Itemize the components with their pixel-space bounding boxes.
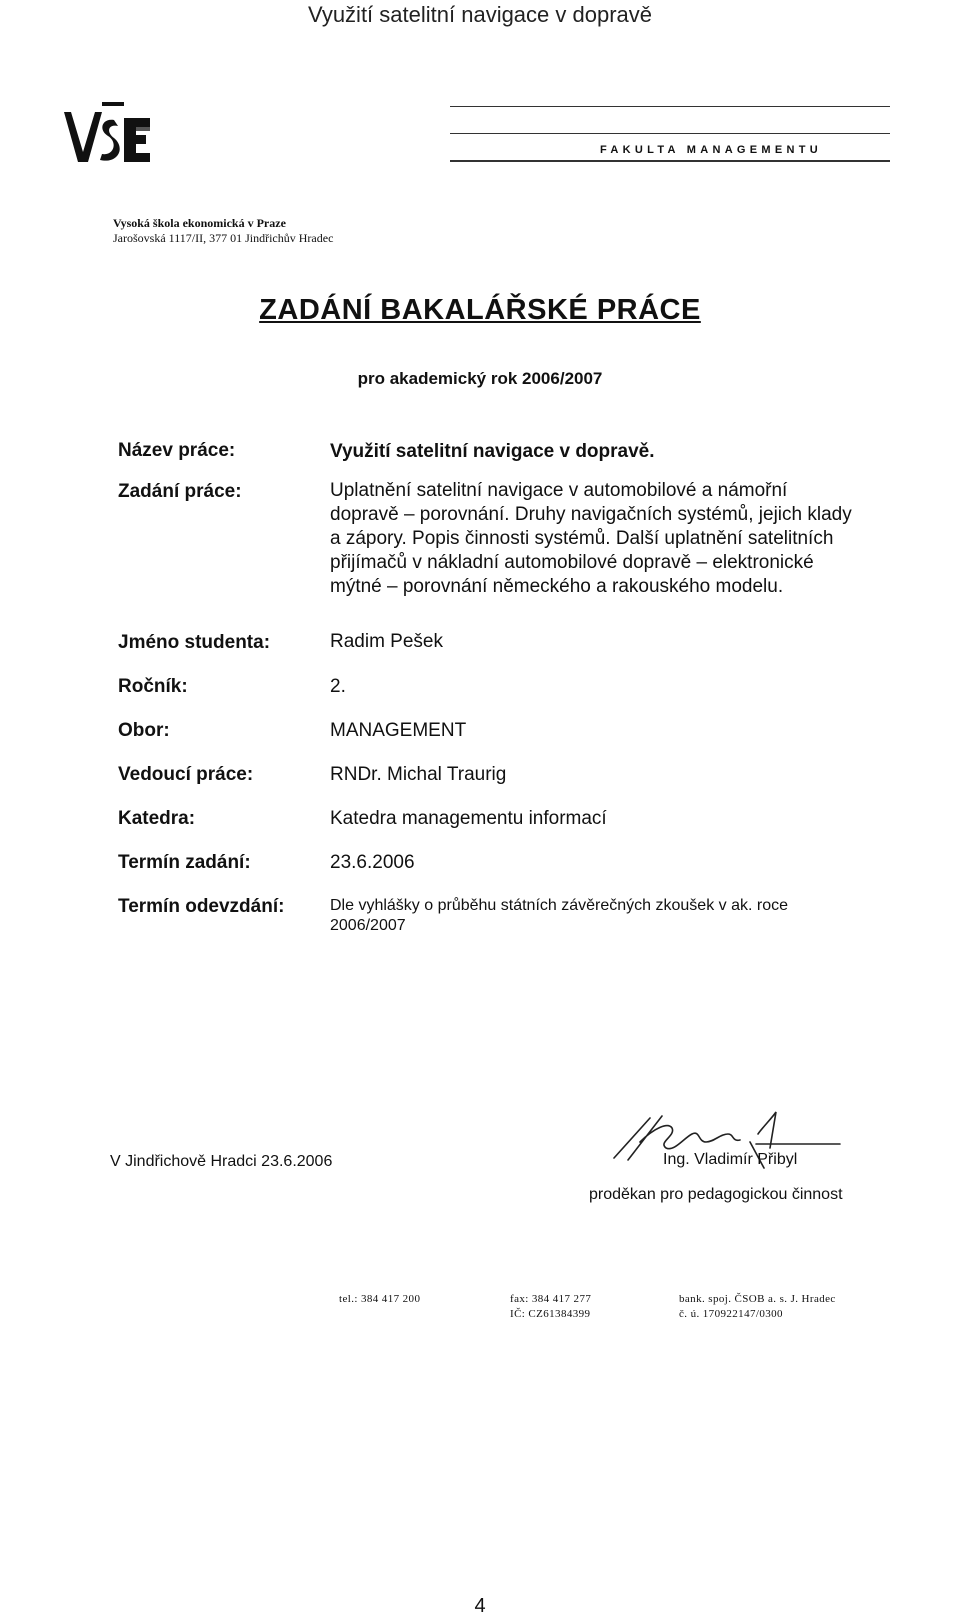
zadani-line: a zápory. Popis činnosti systémů. Další uplatnění satelitních [330,528,834,549]
footer-ic: IČ: CZ61384399 [510,1308,591,1320]
school-name: Vysoká škola ekonomická v Praze [113,216,286,230]
school-address: Jarošovská 1117/II, 377 01 Jindřichův Hradec [113,231,334,245]
zadani-line: dopravě – porovnání. Druhy navigačních systémů, jejich klady [330,504,852,525]
termin-odevzdani-label: Termín odevzdání: [118,896,285,917]
footer-bank-block [679,1292,836,1322]
document-title: ZADÁNÍ BAKALÁŘSKÉ PRÁCE [259,294,701,326]
zadani-value [330,479,852,599]
signatory-name: Ing. Vladimír Přibyl [663,1151,798,1168]
academic-year: pro akademický rok 2006/2007 [357,369,603,388]
footer-account: č. ú. 170922147/0300 [679,1308,783,1320]
handwritten-signature [610,1098,850,1183]
school-info [113,216,333,246]
termin-odevzdani-line: Dle vyhlášky o průběhu státních závěrečných zkoušek v ak. roce [330,897,788,914]
jmeno-value: Radim Pešek [330,631,443,652]
katedra-label: Katedra: [118,808,196,829]
obor-value: MANAGEMENT [330,720,467,741]
obor-label: Obor: [118,720,170,741]
termin-odevzdani-value [330,896,788,936]
letterhead-rule-2 [450,133,890,134]
page-number: 4 [474,1595,486,1617]
rocnik-label: Ročník: [118,676,188,697]
termin-zadani-label: Termín zadání: [118,852,251,873]
vedouci-value: RNDr. Michal Traurig [330,764,507,785]
page-header-title: Využití satelitní navigace v dopravě [307,2,653,27]
letterhead-rule-3 [450,160,890,162]
rocnik-value: 2. [330,676,346,697]
zadani-line: Uplatnění satelitní navigace v automobilové a námořní [330,480,788,501]
footer-fax-block [510,1292,591,1322]
zadani-label: Zadání práce: [118,481,242,502]
termin-zadani-value: 23.6.2006 [330,852,415,873]
signatory-role: proděkan pro pedagogickou činnost [589,1186,843,1203]
footer-bank: bank. spoj. ČSOB a. s. J. Hradec [679,1293,836,1305]
zadani-line: přijímačů v nákladní automobilové dopravě – elektronické [330,552,814,573]
footer-fax: fax: 384 417 277 [510,1293,592,1305]
vedouci-label: Vedoucí práce: [118,764,254,785]
nazev-label: Název práce: [118,440,236,461]
scanned-document [0,68,960,1428]
vse-logo [62,100,162,170]
footer-tel: tel.: 384 417 200 [339,1293,421,1305]
katedra-value: Katedra managementu informací [330,808,607,829]
letterhead-rule-1 [450,106,890,107]
nazev-value: Využití satelitní navigace v dopravě. [330,441,655,462]
zadani-line: mýtné – porovnání německého a rakouského modelu. [330,576,784,597]
place-date: V Jindřichově Hradci 23.6.2006 [110,1153,333,1170]
faculty-name: FAKULTA MANAGEMENTU [600,144,823,156]
termin-odevzdani-line: 2006/2007 [330,917,406,934]
jmeno-label: Jméno studenta: [118,632,271,653]
